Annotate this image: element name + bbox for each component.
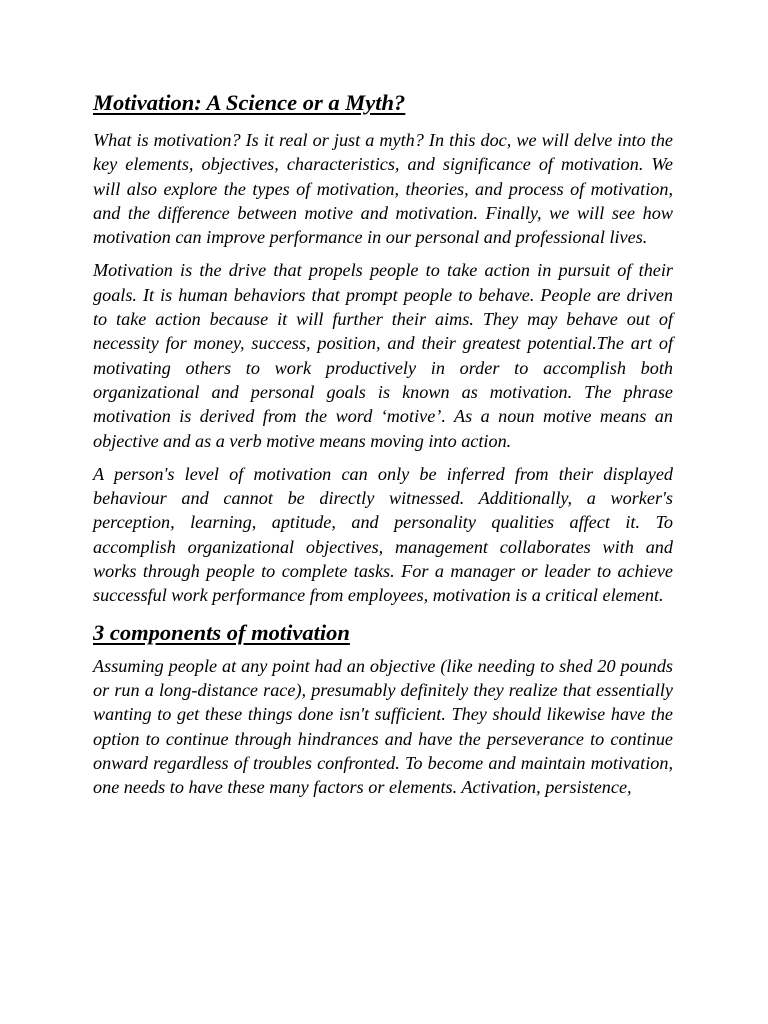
document-title: Motivation: A Science or a Myth? [93,90,406,115]
definition-paragraph: Motivation is the drive that propels people to take action in pursuit of their goals. It is human behaviors that prompt people to behave. People are driven to take action because it will further their aims. They may behave out of necessity for money, success, position, and their greatest potential.The art of motivating others to work productively in order to accomplish both organizational and personal goals is known as motivation. The phrase motivation is derived from the word ‘motive’. As a noun motive means an objective and as a verb motive means moving into action. [93,260,673,451]
intro-paragraph: What is motivation? Is it real or just a myth? In this doc, we will delve into the key elements, objectives, characteristics, and significance of motivation. We will also explore the types of motivation, theories, and process of motivation, and the difference between motive and motivation. Finally, we will see how motivation can improve performance in our personal and professional lives. [93,130,673,248]
inference-paragraph: A person's level of motivation can only be inferred from their displayed behaviour and cannot be directly witnessed. Additionally, a worker's perception, learning, aptitude, and personality qualities affect it. To accomplish organizational objectives, management collaborates with and works through people to complete tasks. For a manager or leader to achieve successful work performance from employees, motivation is a critical element. [93,463,673,606]
components-paragraph: Assuming people at any point had an objective (like needing to shed 20 pounds or run a long-distance race), presumably definitely they realize that essentially wanting to get these things done isn't sufficient. They should likewise have the option to continue through hindrances and have the perseverance to continue onward regardless of troubles confronted. To become and maintain motivation, one needs to have these many factors or elements. Activation, persistence, [93,655,673,798]
section-heading: 3 components of motivation [93,619,350,645]
document-page [93,88,673,808]
